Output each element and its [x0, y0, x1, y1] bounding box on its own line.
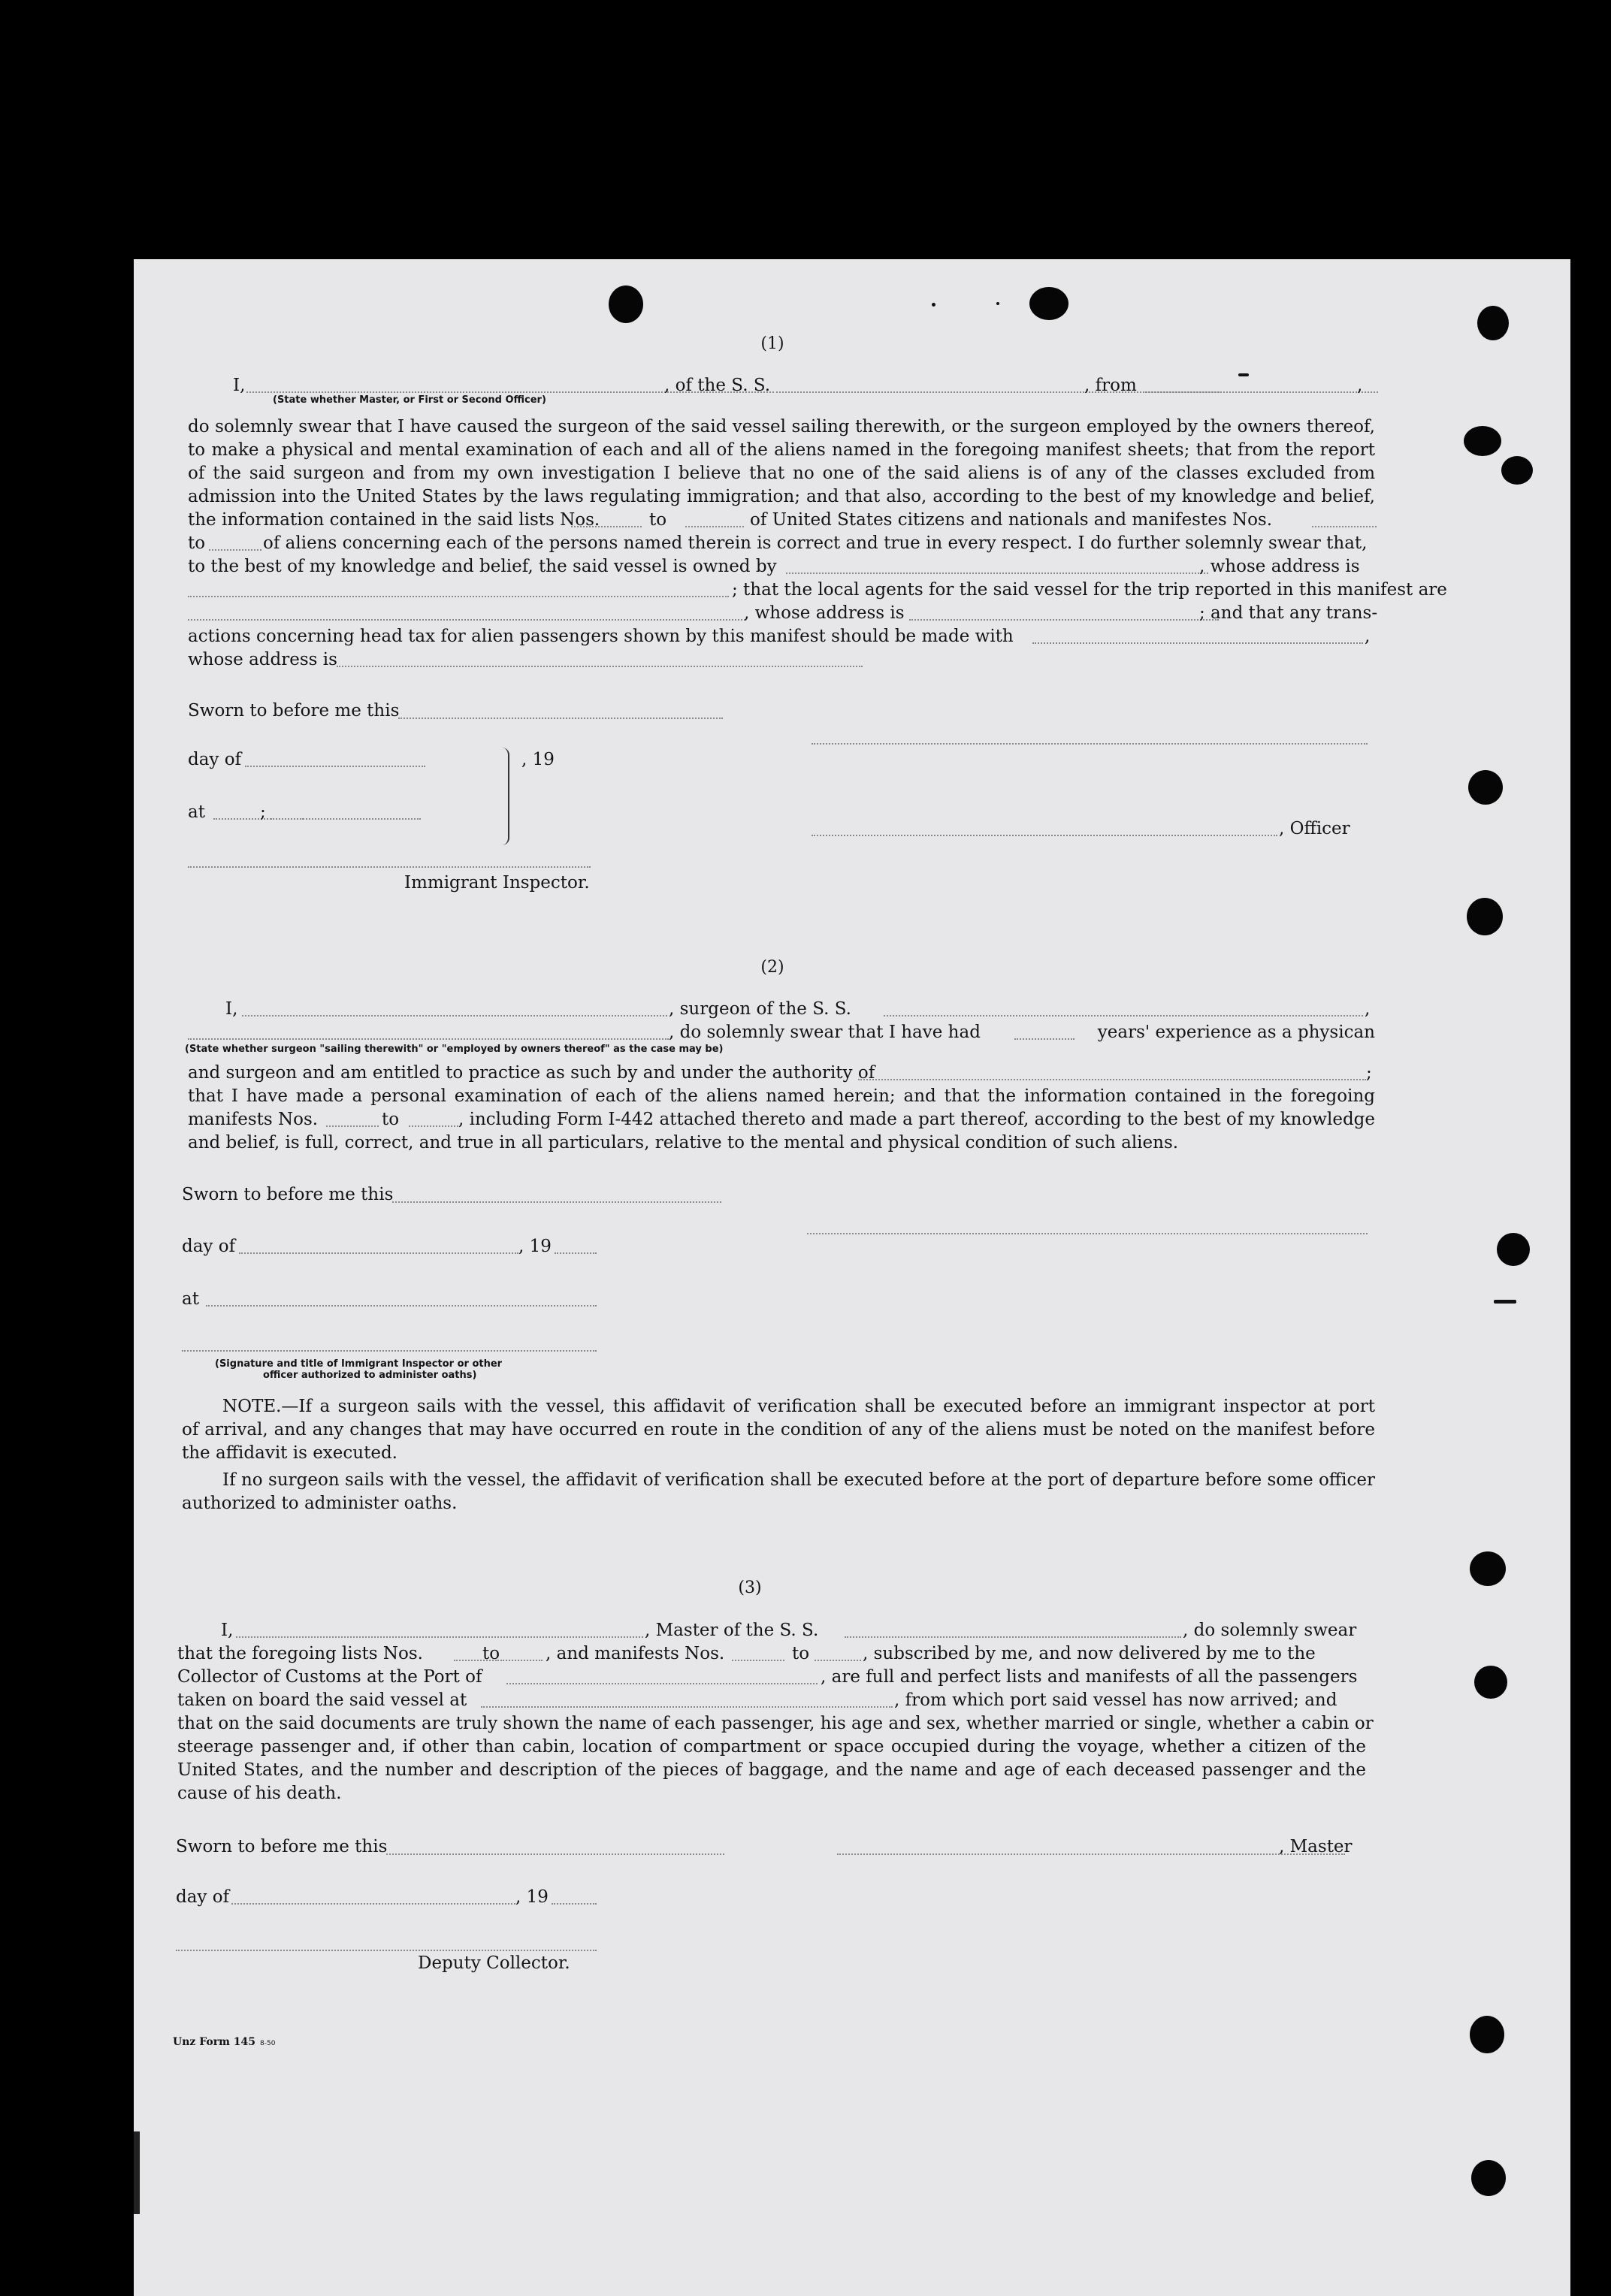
s3-l2-text: , subscribed by me, and now delivered by me to the [863, 1644, 1316, 1663]
s2-year-field[interactable] [555, 1252, 597, 1254]
alien-manifest-to-field[interactable] [209, 549, 261, 551]
s2-l3-authority: and surgeon and am entitled to practice as such by and under the authority of [188, 1063, 875, 1083]
right-punch-hole-10 [1471, 2160, 1506, 2196]
section-3-number: (3) [738, 1578, 762, 1597]
edge-tear [134, 2131, 140, 2214]
s3-year-label: , 19 [515, 1887, 549, 1907]
s1-paragraph-line: to make a physical and mental examination of each and all of the aliens named in the foregoing manifest sheets; that from the report [188, 440, 1375, 460]
ink-speck [932, 303, 935, 307]
surgeon-status-field[interactable] [188, 1038, 669, 1040]
s3-paragraph-line: steerage passenger and, if other than cabin, location of compartment or space occupied during the voyage, whether a citizen of the [177, 1737, 1366, 1757]
s1-p11-address-label: whose address is [188, 650, 337, 669]
owner-address-field[interactable] [188, 596, 729, 597]
s3-l3-port-label: Collector of Customs at the Port of [177, 1667, 482, 1687]
section-2-number: (2) [760, 958, 784, 977]
s1-line1-from-label: , from [1084, 376, 1137, 395]
s1-at-mark: ; [260, 802, 266, 822]
s1-officer-label: , Officer [1279, 819, 1350, 838]
s1-p9-address-label: , whose address is [744, 603, 905, 623]
s2-l1-vessel-label: , surgeon of the S. S. [669, 999, 851, 1019]
deputy-collector-signature-field[interactable] [176, 1950, 597, 1951]
agents-address-field[interactable] [909, 619, 1219, 621]
right-punch-hole-6 [1497, 1233, 1530, 1266]
s1-line1-vessel-label: , of the S. S. [664, 376, 771, 395]
s2-sworn-label: Sworn to before me this [182, 1185, 394, 1204]
s3-l4-text: , from which port said vessel has now arrived; and [894, 1690, 1337, 1710]
right-punch-hole-5 [1467, 898, 1503, 935]
s2-l2-experience: years' experience as a physican [1097, 1023, 1375, 1042]
s3-vessel-name-field[interactable] [845, 1636, 1181, 1638]
s1-p10-end: , [1365, 627, 1371, 646]
s3-manifest-to-field[interactable] [815, 1660, 861, 1661]
s3-l2-to-2: to [792, 1644, 810, 1663]
s2-l5-text: , including Form I-442 attached thereto and made a part thereof, according to the best of my knowledge [458, 1110, 1375, 1129]
s2-note-line: NOTE.—If a surgeon sails with the vessel, this affidavit of verification shall be executed before an immigrant inspector at port [222, 1397, 1375, 1416]
s1-p6-text: of aliens concerning each of the persons named therein is correct and true in every respect. I do further solemnly swear that, [263, 533, 1368, 553]
s2-note-line: If no surgeon sails with the vessel, the affidavit of verification shall be executed before at the port of departure before some officer [222, 1470, 1375, 1490]
ink-speck [1238, 373, 1249, 376]
s2-l3-end: ; [1366, 1063, 1372, 1083]
s2-place-field[interactable] [206, 1305, 597, 1307]
s2-manifest-from-field[interactable] [326, 1125, 379, 1127]
s1-p6-to: to [188, 533, 206, 553]
s2-vessel-name-field[interactable] [884, 1015, 1363, 1017]
s1-month-field[interactable] [245, 766, 425, 767]
s1-sworn-date-field[interactable] [398, 718, 723, 719]
s3-l4-boarding-label: taken on board the said vessel at [177, 1690, 467, 1710]
citizen-list-from-field[interactable] [571, 526, 642, 527]
right-punch-hole-9 [1470, 2016, 1504, 2053]
section-1-number: (1) [760, 334, 784, 353]
s3-sworn-label: Sworn to before me this [176, 1837, 388, 1856]
alien-manifest-from-field[interactable] [1312, 526, 1377, 527]
citizen-list-to-field[interactable] [685, 526, 744, 527]
right-punch-hole-3 [1501, 456, 1533, 485]
s3-sworn-date-field[interactable] [386, 1853, 724, 1855]
s1-sworn-label: Sworn to before me this [188, 701, 400, 721]
right-punch-hole-4 [1468, 770, 1503, 805]
s1-at-label: at [188, 802, 205, 822]
s2-sworn-date-field[interactable] [392, 1201, 721, 1203]
s2-inspector-signature-field[interactable] [182, 1350, 597, 1352]
s3-l1-start: I, [221, 1621, 234, 1640]
s1-line1-start: I, [233, 376, 246, 395]
s1-paragraph-line: admission into the United States by the laws regulating immigration; and that also, according to the best of my knowledge and belief, [188, 487, 1375, 506]
right-punch-hole-1 [1477, 306, 1509, 340]
form-number: Unz Form 145 [173, 2036, 256, 2048]
s1-place-field-cont[interactable] [271, 818, 421, 820]
s2-paragraph-line: and belief, is full, correct, and true in all particulars, relative to the mental and physical condition of such aliens. [188, 1133, 1179, 1153]
s2-l5-to: to [382, 1110, 400, 1129]
form-print-code: 8-50 [260, 2040, 276, 2047]
surgeon-name-field[interactable] [242, 1015, 667, 1017]
local-agents-field[interactable] [188, 619, 745, 621]
s1-paragraph-line: do solemnly swear that I have caused the surgeon of the said vessel sailing therewith, or the surgeon employed by the owners thereof, [188, 417, 1375, 437]
s1-paragraph-line: of the said surgeon and from my own investigation I believe that no one of the said aliens is of any of the classes excluded from [188, 464, 1375, 483]
s1-p7-address-label: , whose address is [1199, 557, 1360, 576]
years-experience-field[interactable] [1014, 1038, 1075, 1040]
master-signature-field[interactable] [837, 1853, 1345, 1855]
head-tax-address-field[interactable] [337, 666, 863, 667]
s1-officer-signature-top-field[interactable] [812, 743, 1368, 745]
top-punch-hole-left [609, 285, 643, 323]
departure-port-field[interactable] [1145, 391, 1378, 393]
s1-p5-lists-label: the information contained in the said lists Nos. [188, 510, 600, 530]
top-punch-hole-right [1029, 287, 1068, 320]
s2-status-caption: (State whether surgeon "sailing therewith" or "employed by owners thereof" as the case may be) [185, 1044, 724, 1055]
s2-sig-caption-2: officer authorized to administer oaths) [263, 1370, 477, 1381]
form-sheet [134, 259, 1570, 2296]
s2-l5-manifests-label: manifests Nos. [188, 1110, 319, 1129]
s2-l1-end: , [1365, 999, 1371, 1019]
s2-manifest-to-field[interactable] [409, 1125, 458, 1127]
s3-deputy-label: Deputy Collector. [418, 1953, 570, 1973]
s1-line1-end: , [1357, 376, 1363, 395]
s1-p9-text: ; and that any trans- [1199, 603, 1378, 623]
s3-paragraph-line: cause of his death. [177, 1784, 342, 1803]
right-punch-hole-7 [1470, 1551, 1506, 1586]
s1-p5-to: to [649, 510, 667, 530]
s3-month-field[interactable] [231, 1903, 515, 1905]
s1-year-label: , 19 [521, 750, 555, 769]
head-tax-party-field[interactable] [1032, 642, 1363, 644]
s3-master-name-field[interactable] [236, 1636, 643, 1638]
s2-at-label: at [182, 1289, 199, 1309]
s1-rank-caption: (State whether Master, or First or Second Officer) [273, 394, 546, 406]
vessel-owner-field[interactable] [786, 572, 1208, 574]
s3-year-field[interactable] [552, 1903, 597, 1905]
s3-paragraph-line: that on the said documents are truly shown the name of each passenger, his age and sex, whether married or single, whether a cabin or [177, 1714, 1374, 1733]
s3-l1-vessel-label: , Master of the S. S. [645, 1621, 819, 1640]
s1-inspector-label: Immigrant Inspector. [404, 873, 590, 893]
s3-dayof-label: day of [176, 1887, 230, 1907]
s2-note-line: of arrival, and any changes that may have occurred en route in the condition of any of the aliens must be noted on the manifest before [182, 1420, 1375, 1440]
collector-port-field[interactable] [506, 1683, 818, 1684]
s2-dayof-label: day of [182, 1237, 236, 1256]
s3-l2-to: to [482, 1644, 500, 1663]
s2-l2-swear: , do solemnly swear that I have had [669, 1023, 981, 1042]
s1-inspector-signature-field[interactable] [188, 866, 591, 868]
s2-l1-start: I, [225, 999, 238, 1019]
s1-dayof-label: day of [188, 750, 242, 769]
s1-p7-owner-label: to the best of my knowledge and belief, the said vessel is owned by [188, 557, 777, 576]
s3-list-to-field[interactable] [500, 1660, 543, 1661]
practice-authority-field[interactable] [858, 1079, 1366, 1080]
s2-month-field[interactable] [239, 1252, 518, 1254]
s3-paragraph-line: United States, and the number and description of the pieces of baggage, and the name and age of each deceased passenger and the [177, 1760, 1366, 1780]
s3-master-label: , Master [1279, 1837, 1353, 1856]
s1-p10-text: actions concerning head tax for alien passengers shown by this manifest should be made with [188, 627, 1014, 646]
s2-year-label: , 19 [518, 1237, 552, 1256]
s2-sig-caption-1: (Signature and title of Immigrant Inspector or other [215, 1358, 503, 1370]
s2-note-line: authorized to administer oaths. [182, 1494, 458, 1513]
right-punch-hole-2 [1464, 426, 1501, 456]
s3-manifest-from-field[interactable] [732, 1660, 784, 1661]
boarding-port-field[interactable] [481, 1706, 893, 1708]
s1-officer-signature-field[interactable] [812, 835, 1277, 836]
pencil-stroke [502, 748, 509, 845]
ink-speck [996, 302, 999, 305]
s1-p5-manifests-label: of United States citizens and nationals and manifestes Nos. [750, 510, 1273, 530]
s3-l2-manifests-label: , and manifests Nos. [546, 1644, 725, 1663]
right-punch-hole-8 [1474, 1666, 1507, 1699]
s2-note-line: the affidavit is executed. [182, 1443, 397, 1463]
s3-l2-lists-label: that the foregoing lists Nos. [177, 1644, 423, 1663]
s3-l3-text: , are full and perfect lists and manifests of all the passengers [821, 1667, 1358, 1687]
ink-speck [1494, 1300, 1516, 1304]
s3-l1-swear: , do solemnly swear [1183, 1621, 1357, 1640]
s1-p8-text: ; that the local agents for the said vessel for the trip reported in this manifest are [732, 580, 1447, 600]
surgeon-signature-field[interactable] [807, 1233, 1368, 1234]
s2-paragraph-line: that I have made a personal examination of each of the aliens named herein; and that the information contained in the foregoing [188, 1086, 1375, 1106]
